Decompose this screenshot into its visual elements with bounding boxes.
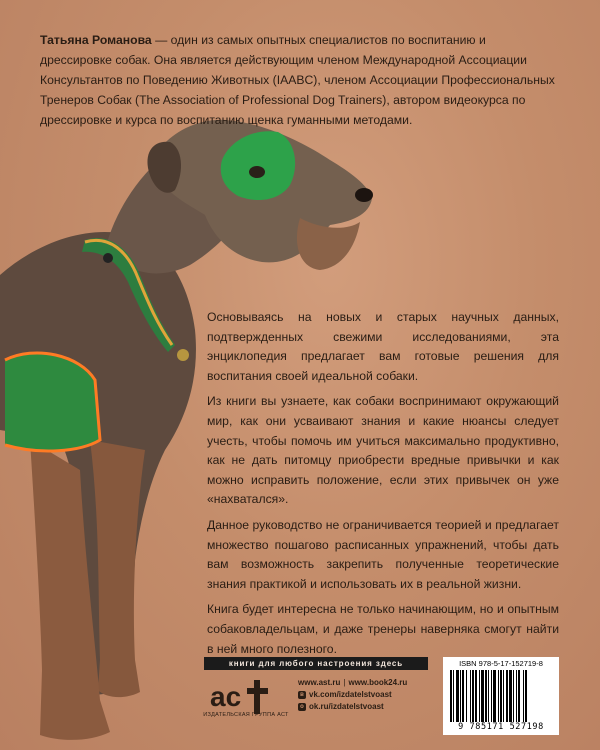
social-link-text: ok.ru/izdatelstvoast xyxy=(309,702,384,711)
isbn-label: ISBN 978-5-17-152719-8 xyxy=(459,659,543,668)
description-paragraph: Данное руководство не ограничивается теорией и предлагает множество пошагово расписанных упражнений, чтобы дать вам возможность закрепить полученные теоретические знания практикой и использовать их в реальной жизни. xyxy=(207,517,559,591)
book-description xyxy=(207,308,559,665)
website-link-book24[interactable]: www.book24.ru xyxy=(348,678,408,687)
description-paragraph: Основываясь на новых и старых научных данных, подтвержденных свежими исследованиями, эта энциклопедия предлагает вам готовые решения для воспитания своей идеальной собаки. xyxy=(207,310,559,383)
publisher-tagline: книги для любого настроения здесь xyxy=(204,657,428,670)
description-paragraph: Книга будет интересна не только начинающим, но и опытным собаковладельцам, и даже тренеры наверняка смогут найти в ней много полезного. xyxy=(207,602,559,656)
barcode-icon xyxy=(449,670,553,722)
publisher-links xyxy=(298,677,438,713)
description-paragraph: Из книги вы узнаете, как собаки воспринимают окружающий мир, как они усваивают знания и какие нюансы следует учесть, чтобы помочь им учиться максимально продуктивно, как не дать питомцу приобрести вредные привычки и как можно исправить положение, если этих привычек он уже «нахватался». xyxy=(207,394,559,507)
social-link-ok[interactable] xyxy=(298,701,438,713)
publisher-caption: ИЗДАТЕЛЬСКАЯ ГРУППА АСТ xyxy=(203,712,289,718)
svg-text:ac: ac xyxy=(210,681,242,712)
website-link-ast[interactable]: www.ast.ru xyxy=(298,678,341,687)
barcode-number: 9 785171 527198 xyxy=(458,722,544,732)
author-name: Татьяна Романова xyxy=(40,33,152,47)
author-bio: — один из самых опытных специалистов по воспитанию и дрессировке собак. Она является действующим членом Международной Ассоциации Консультантов по Поведению Животных (IAABC), членом Ассоциации Профессиональных Тренеров Собак (The Association of Professional Dog Trainers), автором видеокурса по дрессировке и курса по воспитанию щенка гуманными методами. xyxy=(40,33,555,127)
dog-nose xyxy=(355,188,373,202)
dog-tag xyxy=(177,349,189,361)
dog-eye xyxy=(249,166,265,178)
harness-buckle xyxy=(103,253,113,263)
social-link-text: vk.com/izdatelstvoast xyxy=(309,690,392,699)
ok-icon: о xyxy=(298,703,306,711)
link-separator: | xyxy=(343,678,346,687)
social-link-vk[interactable] xyxy=(298,689,438,701)
author-intro xyxy=(40,30,560,130)
vk-icon: в xyxy=(298,691,306,699)
barcode-block xyxy=(443,657,559,735)
website-links xyxy=(298,677,438,689)
